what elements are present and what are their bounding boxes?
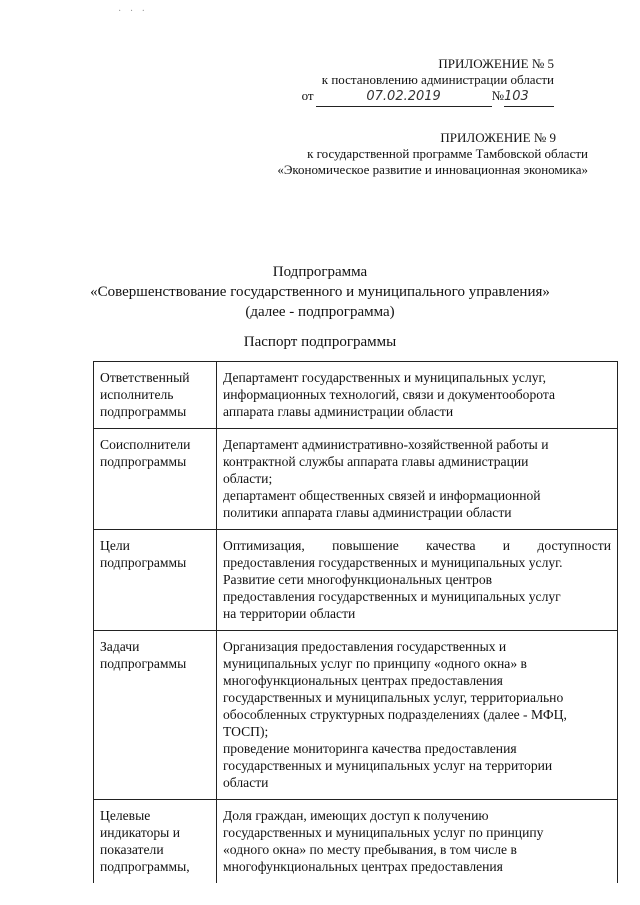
content-line: Организация предоставления государственных и [223, 639, 507, 654]
row-label [94, 631, 217, 800]
label-line: Ответственный [100, 370, 190, 385]
content-line: области [223, 775, 269, 790]
content-line: Оптимизация, повышение качества и доступности [223, 538, 611, 553]
heading-line3: (далее - подпрограмма) [245, 304, 395, 320]
row-label [94, 530, 217, 631]
content-line: проведение мониторинга качества предоставления [223, 741, 517, 756]
appendix-9-title: ПРИЛОЖЕНИЕ № 9 [440, 130, 556, 145]
row-label [94, 362, 217, 429]
row-content [217, 530, 618, 631]
subprogram-heading [0, 262, 640, 352]
appendix-9-header [277, 130, 588, 178]
label-line: подпрограммы [100, 404, 187, 419]
passport-table [93, 361, 618, 883]
content-line: Департамент государственных и муниципальных услуг, [223, 370, 546, 385]
appendix-5-to: к постановлению администрации области [321, 72, 554, 87]
content-line: области; [223, 471, 273, 486]
content-line: многофункциональных центрах предоставления [223, 859, 503, 874]
content-line: политики аппарата главы администрации области [223, 505, 512, 520]
content-line: муниципальных услуг по принципу «одного окна» в [223, 656, 527, 671]
number-label: № [491, 88, 504, 103]
content-line: обособленных структурных подразделениях (далее - МФЦ, [223, 707, 567, 722]
table-row [94, 429, 618, 530]
table-row [94, 631, 618, 800]
scan-artifact: · · · [118, 6, 148, 17]
label-line: подпрограммы [100, 555, 187, 570]
label-line: подпрограммы [100, 454, 187, 469]
label-line: индикаторы и [100, 825, 180, 840]
row-content [217, 362, 618, 429]
table-row [94, 362, 618, 429]
content-line: Департамент административно-хозяйственной работы и [223, 437, 549, 452]
handwritten-number: 103 [504, 90, 554, 107]
passport-title: Паспорт подпрограммы [243, 334, 397, 350]
row-content [217, 800, 618, 884]
heading-line1: Подпрограмма [272, 264, 368, 280]
table-row [94, 800, 618, 884]
content-line: контрактной службы аппарата главы администрации [223, 454, 529, 469]
label-line: подпрограммы, [100, 859, 190, 874]
appendix-5-header [301, 56, 554, 107]
content-line: предоставления государственных и муниципальных услуг. [223, 555, 563, 570]
content-line: многофункциональных центрах предоставления [223, 673, 503, 688]
row-label [94, 800, 217, 884]
content-line: государственных и муниципальных услуг, территориально [223, 690, 564, 705]
content-line: государственных и муниципальных услуг на территории [223, 758, 553, 773]
label-line: показатели [100, 842, 164, 857]
content-line: государственных и муниципальных услуг по принципу [223, 825, 544, 840]
content-line: аппарата главы администрации области [223, 404, 454, 419]
content-line: ТОСП); [223, 724, 269, 739]
content-line: Развитие сети многофункциональных центров [223, 572, 493, 587]
label-line: исполнитель [100, 387, 174, 402]
content-line: предоставления государственных и муниципальных услуг [223, 589, 561, 604]
content-line: департамент общественных связей и информационной [223, 488, 541, 503]
content-line: Доля граждан, имеющих доступ к получению [223, 808, 489, 823]
appendix-5-date-line [301, 88, 554, 107]
appendix-5-title: ПРИЛОЖЕНИЕ № 5 [438, 56, 554, 71]
label-line: Задачи [100, 639, 140, 654]
row-label [94, 429, 217, 530]
label-line: Цели [100, 538, 130, 553]
row-content [217, 631, 618, 800]
table-row [94, 530, 618, 631]
content-line: информационных технологий, связи и документооборота [223, 387, 556, 402]
row-content [217, 429, 618, 530]
heading-line2: «Совершенствование государственного и муниципального управления» [90, 284, 550, 300]
content-line: на территории области [223, 606, 356, 621]
handwritten-date: 07.02.2019 [316, 90, 492, 107]
label-line: Соисполнители [100, 437, 191, 452]
appendix-9-line2: «Экономическое развитие и инновационная экономика» [277, 162, 588, 177]
appendix-9-line1: к государственной программе Тамбовской области [307, 146, 588, 161]
label-line: Целевые [100, 808, 151, 823]
label-line: подпрограммы [100, 656, 187, 671]
content-line: «одного окна» по месту пребывания, в том числе в [223, 842, 517, 857]
from-label: от [301, 88, 314, 103]
